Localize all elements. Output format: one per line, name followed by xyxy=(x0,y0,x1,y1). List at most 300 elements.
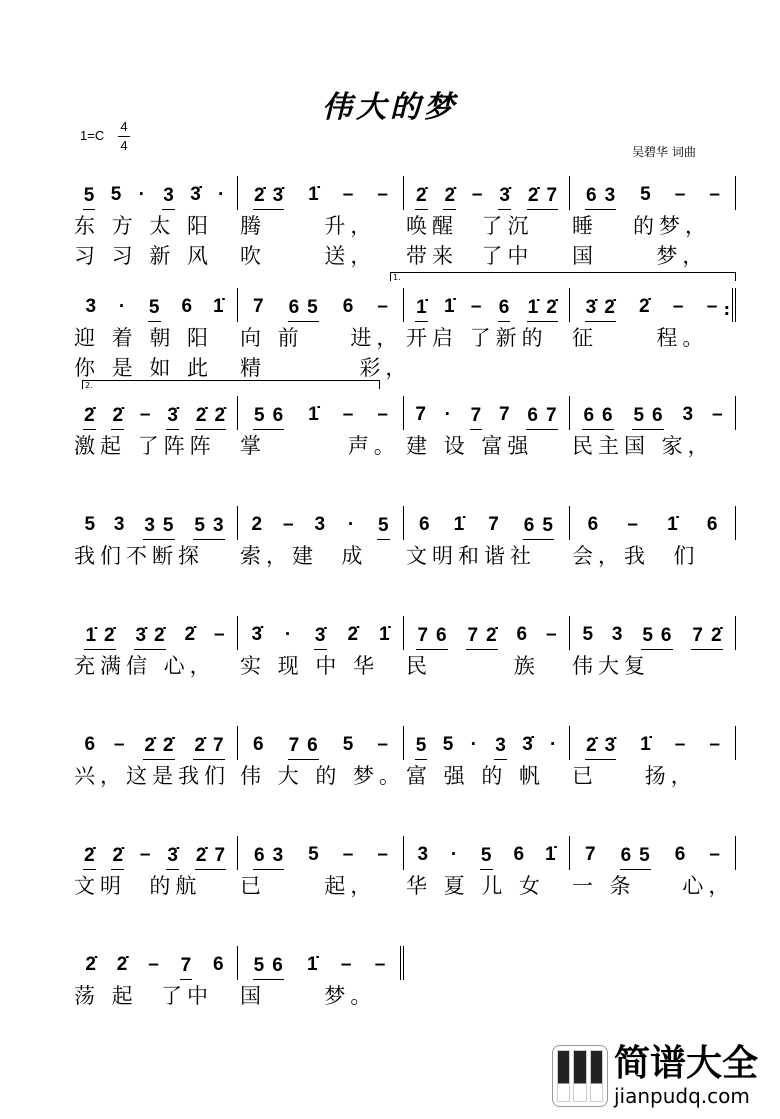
note: 2̇ xyxy=(347,624,359,645)
dash: – xyxy=(711,404,723,425)
note: 7 xyxy=(585,844,596,865)
note: 5 xyxy=(162,515,174,536)
measure xyxy=(404,616,570,650)
dot: · xyxy=(450,844,458,865)
note: 5 xyxy=(148,297,160,318)
underline-group xyxy=(314,624,327,650)
note: 6 xyxy=(288,297,300,318)
measure xyxy=(72,616,238,650)
measure xyxy=(238,946,404,980)
underline-group xyxy=(523,514,554,540)
note: 1̇ xyxy=(544,844,556,865)
dash: – xyxy=(342,404,354,425)
note: 1̇ xyxy=(85,625,97,646)
dash: – xyxy=(706,296,718,317)
note: 1̇ xyxy=(308,404,319,425)
note: 7 xyxy=(692,625,703,646)
note: 5 xyxy=(342,734,354,755)
underline-group xyxy=(143,514,174,540)
underline-group xyxy=(527,296,558,322)
note: 5 xyxy=(110,184,122,205)
score-row xyxy=(72,616,737,680)
note: 5 xyxy=(642,625,653,646)
note: 6 xyxy=(620,845,632,866)
note: 2̇ xyxy=(486,625,497,646)
note: 3 xyxy=(682,404,694,425)
note: 7 xyxy=(545,405,557,426)
note: 6 xyxy=(660,625,672,646)
note: 3 xyxy=(495,735,506,756)
note: 6 xyxy=(583,405,595,426)
note: 1̇ xyxy=(640,734,651,755)
underline-group xyxy=(148,296,161,322)
dot: · xyxy=(444,404,451,425)
dash: – xyxy=(374,954,386,975)
score-row xyxy=(72,506,737,570)
volta-2: 2. xyxy=(82,380,380,389)
note: 6 xyxy=(253,734,264,755)
dash: – xyxy=(340,954,352,975)
lyric: 迎 着 朝 阳 xyxy=(74,326,214,350)
measure xyxy=(570,176,736,210)
note: 5 xyxy=(415,735,427,756)
note: 2̇ xyxy=(83,405,95,426)
underline-group xyxy=(585,296,616,322)
time-sig-top: 4 xyxy=(120,119,128,134)
lyrics-line-verse-1 xyxy=(72,872,737,900)
dash: – xyxy=(342,844,354,865)
note: 6 xyxy=(516,624,528,645)
logo-name: 简谱大全 xyxy=(614,1043,759,1084)
note: 3 xyxy=(212,515,224,536)
note: 2̇ xyxy=(104,625,115,646)
score-row xyxy=(72,726,737,790)
note: 6 xyxy=(513,844,525,865)
note: 5 xyxy=(253,955,265,976)
underline-group xyxy=(111,404,124,430)
underline-group xyxy=(585,734,616,760)
score-row xyxy=(72,836,737,900)
lyric: 文明和谐社 xyxy=(406,544,536,568)
lyrics-line-verse-1 xyxy=(72,542,737,570)
lyrics-line-verse-1 xyxy=(72,324,737,352)
dash: – xyxy=(377,184,388,205)
note: 7 xyxy=(467,625,479,646)
lyric: 掌 声。 xyxy=(240,434,400,458)
underline-group xyxy=(83,184,96,210)
note: 3 xyxy=(85,296,97,317)
note: 2̇ xyxy=(144,735,155,756)
dash: – xyxy=(377,404,388,425)
dash: – xyxy=(470,296,482,317)
note: 6 xyxy=(419,514,430,535)
time-sig-bottom: 4 xyxy=(118,136,130,155)
measure xyxy=(570,726,736,760)
dot: · xyxy=(138,184,145,205)
underline-group xyxy=(288,734,319,760)
underline-group xyxy=(480,844,493,870)
note: 7 xyxy=(499,404,510,425)
song-title: 伟大的梦 xyxy=(322,90,458,125)
note: 5 xyxy=(83,185,95,206)
note: 5 xyxy=(582,624,594,645)
measure xyxy=(238,836,404,870)
lyric: 精 彩， xyxy=(240,356,412,380)
lyric: 开启 了新的 xyxy=(406,326,548,350)
dash: – xyxy=(674,184,686,205)
lyric: 国 梦， xyxy=(572,244,709,268)
note: 3̇ xyxy=(314,625,326,646)
lyric: 一 条 心， xyxy=(572,874,735,898)
measure xyxy=(404,836,570,870)
lyrics-line-verse-2 xyxy=(72,354,737,382)
dash: – xyxy=(709,844,720,865)
note: 2̇ xyxy=(586,735,597,756)
measure xyxy=(570,506,736,540)
underline-group xyxy=(180,954,193,980)
lyric: 已 起， xyxy=(240,874,377,898)
note: 5 xyxy=(639,845,650,866)
note: 5 xyxy=(307,297,318,318)
note: 7 xyxy=(488,514,499,535)
time-signature xyxy=(118,118,130,155)
underline-group xyxy=(253,184,284,210)
dash: – xyxy=(709,184,720,205)
dash: – xyxy=(672,296,684,317)
underline-group xyxy=(193,734,224,760)
dot: · xyxy=(284,624,292,645)
dash: – xyxy=(139,404,151,425)
lyrics-line-verse-1 xyxy=(72,652,737,680)
note: 2̇ xyxy=(162,735,174,756)
dash: – xyxy=(377,734,388,755)
note: 2̇ xyxy=(194,735,205,756)
note: 2̇ xyxy=(195,405,207,426)
note: 6 xyxy=(181,296,193,317)
underline-group xyxy=(526,404,557,430)
lyric: 东 方 太 阳 xyxy=(74,214,214,238)
note: 7 xyxy=(253,296,264,317)
lyric: 习 习 新 风 xyxy=(74,244,214,268)
lyric: 伟 大 的 梦。 xyxy=(240,764,406,788)
note: 5 xyxy=(377,515,389,536)
lyric: 索，建 成 xyxy=(240,544,368,568)
underline-group xyxy=(111,844,124,870)
underline-group xyxy=(253,404,284,430)
note: 2̇ xyxy=(639,296,650,317)
underline-group xyxy=(288,296,319,322)
note: 7 xyxy=(212,735,224,756)
underline-group xyxy=(195,844,226,870)
lyric: 唤醒 了沉 xyxy=(406,214,534,238)
underline-group xyxy=(416,624,447,650)
underline-group xyxy=(253,954,284,980)
note: 6 xyxy=(706,514,718,535)
note: 7 xyxy=(470,405,482,426)
note: 2̇ xyxy=(527,185,539,206)
key-signature: 1=C xyxy=(80,128,105,143)
lyric: 激起 了阵阵 xyxy=(74,434,216,458)
lyric: 荡 起 了中 xyxy=(74,984,214,1008)
note: 2̇ xyxy=(546,297,557,318)
note: 2̇ xyxy=(195,845,207,866)
underline-group xyxy=(415,734,428,760)
note: 5 xyxy=(633,405,645,426)
underline-group xyxy=(195,404,226,430)
lyric: 华 夏 儿 女 xyxy=(406,874,546,898)
lyric: 民 族 xyxy=(406,654,540,678)
note: 2̇ xyxy=(112,405,124,426)
note: 7 xyxy=(214,845,226,866)
note: 6 xyxy=(523,515,535,536)
underline-group xyxy=(166,844,179,870)
lyric: 兴，这是我们 xyxy=(74,764,230,788)
note: 2̇ xyxy=(184,624,196,645)
note: 3 xyxy=(144,515,155,536)
note: 2̇ xyxy=(604,297,615,318)
note: 6 xyxy=(586,185,597,206)
note: 3̇ xyxy=(167,405,178,426)
measure xyxy=(72,396,238,430)
measure xyxy=(72,506,238,540)
underline-group xyxy=(641,624,672,650)
note: 5 xyxy=(640,184,651,205)
lyric: 征 程。 xyxy=(572,326,709,350)
note: 1̇ xyxy=(212,296,224,317)
dash: – xyxy=(471,184,483,205)
note: 3̇ xyxy=(190,184,201,205)
lyrics-line-verse-2 xyxy=(72,242,737,270)
lyric: 建 设 富强 xyxy=(406,434,534,458)
note: 6 xyxy=(602,405,613,426)
note: 2̇ xyxy=(83,845,95,866)
measure xyxy=(72,946,238,980)
measure xyxy=(238,396,404,430)
note: 6 xyxy=(212,954,224,975)
note: 5 xyxy=(480,845,492,866)
note: 6 xyxy=(272,405,284,426)
note: 1̇ xyxy=(416,297,427,318)
lyrics-line-verse-1 xyxy=(72,762,737,790)
note: 7 xyxy=(546,185,558,206)
note: 2̇ xyxy=(116,954,128,975)
dash: – xyxy=(709,734,720,755)
underline-group xyxy=(498,296,511,322)
dash: – xyxy=(674,734,686,755)
note: 1̇ xyxy=(307,954,318,975)
underline-group xyxy=(582,404,613,430)
note: 7 xyxy=(417,625,429,646)
note: 2̇ xyxy=(415,185,427,206)
note: 7 xyxy=(415,404,426,425)
note: 2̇ xyxy=(710,625,722,646)
lyric: 伟大复 xyxy=(572,654,650,678)
lyric: 已 扬， xyxy=(572,764,697,788)
underline-group xyxy=(527,184,558,210)
underline-group xyxy=(494,734,507,760)
underline-group xyxy=(377,514,390,540)
measure xyxy=(570,396,736,430)
underline-group xyxy=(162,184,175,210)
score-row xyxy=(72,288,737,382)
note: 3 xyxy=(113,514,125,535)
measure xyxy=(570,616,736,650)
dot: · xyxy=(118,296,126,317)
note: 7 xyxy=(180,955,192,976)
lyric: 向 前 进， xyxy=(240,326,403,350)
dash: – xyxy=(139,844,151,865)
underline-group xyxy=(498,184,511,210)
lyric: 文明 的航 xyxy=(74,874,202,898)
measure xyxy=(72,726,238,760)
note: 6 xyxy=(527,405,538,426)
lyric xyxy=(570,354,736,382)
lyric: 睡 的梦， xyxy=(572,214,712,238)
score-row xyxy=(72,396,737,460)
dash: – xyxy=(213,624,225,645)
measure xyxy=(238,506,404,540)
author-credit: 吴碧华 词曲 xyxy=(632,145,696,159)
piano-icon xyxy=(552,1045,608,1107)
underline-group xyxy=(143,734,174,760)
score-row xyxy=(72,946,737,1010)
note: 5 xyxy=(308,844,319,865)
note: 6 xyxy=(84,734,96,755)
measure xyxy=(570,288,736,322)
underline-group xyxy=(632,404,663,430)
lyric: 实 现 中 华 xyxy=(240,654,380,678)
lyric xyxy=(404,354,570,382)
measure xyxy=(404,396,570,430)
note: 3 xyxy=(604,185,616,206)
note: 3̇ xyxy=(272,185,284,206)
note: 3̇ xyxy=(604,735,616,756)
note: 2̇ xyxy=(112,845,124,866)
note: 5 xyxy=(84,514,96,535)
underline-group xyxy=(83,844,96,870)
dash: – xyxy=(377,844,388,865)
note: 1̇ xyxy=(453,514,465,535)
note: 2̇ xyxy=(85,954,96,975)
measure xyxy=(72,836,238,870)
note: 3 xyxy=(314,514,326,535)
lyric: 会，我 们 xyxy=(572,544,700,568)
lyric: 带来 了中 xyxy=(406,244,534,268)
measure xyxy=(570,836,736,870)
note: 3̇ xyxy=(585,297,597,318)
note: 3̇ xyxy=(251,624,263,645)
score-row xyxy=(72,176,737,270)
note: 3̇ xyxy=(499,185,510,206)
measure xyxy=(238,288,404,322)
measure xyxy=(404,506,570,540)
site-logo xyxy=(552,1044,758,1108)
lyric: 腾 升， xyxy=(240,214,377,238)
lyric: 充满信 心， xyxy=(74,654,216,678)
note: 3̇ xyxy=(167,845,178,866)
measure xyxy=(72,176,238,210)
note: 5 xyxy=(254,405,265,426)
underline-group xyxy=(134,624,165,650)
measure xyxy=(238,176,404,210)
note: 1̇ xyxy=(378,624,390,645)
dash: – xyxy=(282,514,294,535)
note: 7 xyxy=(288,735,300,756)
measure xyxy=(238,616,404,650)
note: 1̇ xyxy=(667,514,678,535)
measure xyxy=(404,726,570,760)
underline-group xyxy=(443,184,456,210)
underline-group xyxy=(84,624,115,650)
dot: · xyxy=(550,734,557,755)
measure xyxy=(72,288,238,322)
lyrics-line-verse-1 xyxy=(72,212,737,240)
lyrics-line-verse-1 xyxy=(72,982,737,1010)
note: 1̇ xyxy=(308,184,319,205)
underline-group xyxy=(585,184,616,210)
note: 5 xyxy=(542,515,553,536)
note: 2̇ xyxy=(444,185,456,206)
lyric: 你 是 如 此 xyxy=(74,356,214,380)
note: 6 xyxy=(307,735,318,756)
lyrics-line-verse-1 xyxy=(72,432,737,460)
note: 3̇ xyxy=(522,734,533,755)
dash: – xyxy=(377,296,388,317)
note: 1̇ xyxy=(444,296,455,317)
note: 6 xyxy=(436,625,447,646)
note: 5 xyxy=(442,734,454,755)
note: 1̇ xyxy=(527,297,539,318)
underline-group xyxy=(620,844,651,870)
note: 3 xyxy=(163,185,174,206)
dash: – xyxy=(148,954,159,975)
underline-group xyxy=(415,296,428,322)
underline-group xyxy=(83,404,96,430)
note: 6 xyxy=(674,844,686,865)
measure xyxy=(238,726,404,760)
dash: – xyxy=(113,734,125,755)
dot: · xyxy=(218,184,225,205)
note: 6 xyxy=(498,297,510,318)
lyric: 吹 送， xyxy=(240,244,377,268)
note: 2̇ xyxy=(214,405,226,426)
dot: · xyxy=(470,734,477,755)
underline-group xyxy=(253,844,284,870)
underline-group xyxy=(166,404,179,430)
lyric: 我们不断探 xyxy=(74,544,204,568)
dash: – xyxy=(545,624,557,645)
note: 2 xyxy=(251,514,263,535)
note: 6 xyxy=(272,955,283,976)
lyric: 富 强 的 帆 xyxy=(406,764,546,788)
note: 3 xyxy=(272,845,284,866)
note: 2̇ xyxy=(254,185,265,206)
note: 6 xyxy=(342,296,354,317)
measure xyxy=(404,288,570,322)
lyric: 国 梦。 xyxy=(240,984,377,1008)
underline-group xyxy=(415,184,428,210)
note: 3 xyxy=(611,624,623,645)
note: 5 xyxy=(194,515,205,536)
note: 3 xyxy=(417,844,429,865)
measure xyxy=(404,176,570,210)
dash: – xyxy=(342,184,354,205)
note: 6 xyxy=(254,845,265,866)
logo-url: jianpudq.com xyxy=(614,1084,750,1108)
lyric: 民主国 家， xyxy=(572,434,714,458)
note: 2̇ xyxy=(154,625,165,646)
underline-group xyxy=(466,624,497,650)
